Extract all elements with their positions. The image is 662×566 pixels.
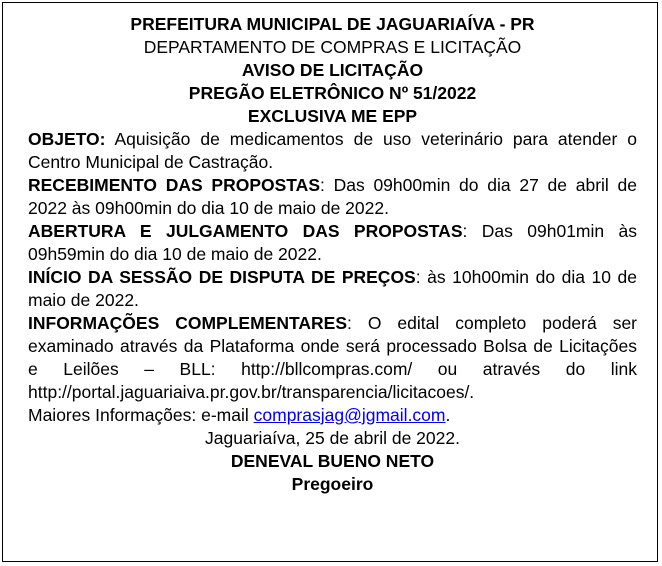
notice-frame bbox=[2, 2, 658, 562]
informacoes-paragraph bbox=[28, 312, 637, 381]
informacoes-label: INFORMAÇÕES COMPLEMENTARES bbox=[28, 313, 347, 333]
exclusivity-note: EXCLUSIVA ME EPP bbox=[247, 106, 418, 126]
objeto-text: Aquisição de medicamentos de uso veterinário para atender o Centro Municipal de Castração. bbox=[28, 129, 637, 172]
signer-role: Pregoeiro bbox=[291, 474, 374, 494]
objeto-paragraph bbox=[28, 128, 637, 174]
inicio-paragraph bbox=[28, 266, 637, 312]
recebimento-text: : Das 09h00min do dia 27 de abril de 2022 às 09h00min do dia 10 de maio de 2022. bbox=[28, 175, 637, 218]
portal-url: http://portal.jaguariaiva.pr.gov.br/transparencia/licitacoes/. bbox=[28, 382, 475, 402]
recebimento-paragraph bbox=[28, 174, 637, 220]
objeto-label: OBJETO: bbox=[28, 129, 106, 149]
notice-title: AVISO DE LICITAÇÃO bbox=[241, 60, 424, 80]
place-date: Jaguariaíva, 25 de abril de 2022. bbox=[205, 428, 460, 448]
municipality-heading: PREFEITURA MUNICIPAL DE JAGUARIAÍVA - PR bbox=[130, 14, 535, 34]
contact-prefix: Maiores Informações: e-mail bbox=[28, 405, 254, 425]
inicio-label: INÍCIO DA SESSÃO DE DISPUTA DE PREÇOS bbox=[28, 267, 416, 287]
contact-line bbox=[28, 404, 637, 427]
abertura-text: : Das 09h01min às 09h59min do dia 10 de maio de 2022. bbox=[28, 221, 638, 264]
procedure-number: PREGÃO ELETRÔNICO Nº 51/2022 bbox=[188, 83, 477, 103]
department-heading: DEPARTAMENTO DE COMPRAS E LICITAÇÃO bbox=[143, 37, 522, 57]
abertura-paragraph bbox=[28, 220, 637, 266]
recebimento-label: RECEBIMENTO DAS PROPOSTAS bbox=[28, 175, 320, 195]
email-link[interactable]: comprasjag@jgmail.com bbox=[253, 405, 446, 425]
signer-name: DENEVAL BUENO NETO bbox=[230, 451, 435, 471]
contact-suffix: . bbox=[445, 405, 451, 425]
abertura-label: ABERTURA E JULGAMENTO DAS PROPOSTAS bbox=[28, 221, 463, 241]
inicio-text: : às 10h00min do dia 10 de maio de 2022. bbox=[28, 267, 637, 310]
informacoes-text: : O edital completo poderá ser examinado através da Plataforma onde será processado Bolsa de Licitações e Leilões – BLL: http://bllcompras.com/ ou através do link bbox=[28, 313, 638, 379]
